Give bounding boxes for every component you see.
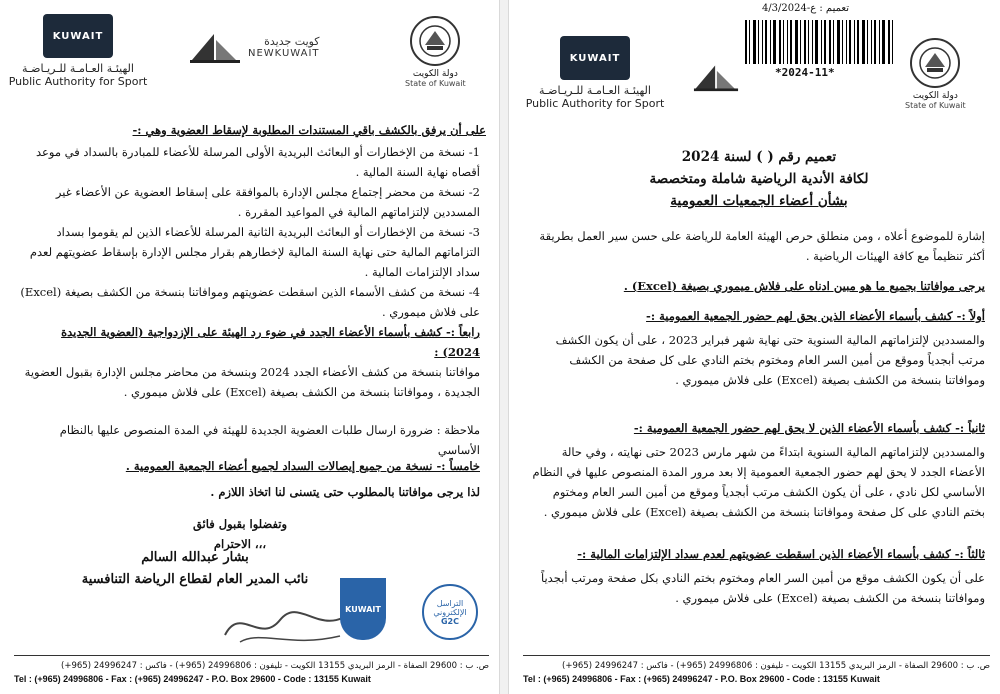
- section-one-heading: أولاً :- كشف بأسماء الأعضاء الذين يحق لهم حضور الجمعية العمومية :-: [646, 309, 985, 323]
- barcode-bar: [842, 20, 843, 64]
- intro-paragraph: إشارة للموضوع أعلاه ، ومن منطلق حرص الهيئة العامة للرياضة على حسن سير العمل بطريقة أكثر تنظيماً مع كافة الهيئات الرياضية .: [539, 229, 985, 263]
- barcode-bar: [815, 20, 818, 64]
- barcode-bar: [857, 20, 859, 64]
- section-three-heading: ثالثاً :- كشف بأسماء الأعضاء الذين اسقطت عضويتهم لعدم سداد الإلتزامات المالية :-: [577, 547, 985, 561]
- section-three-body: على أن يكون الكشف موقع من أمين السر العام ومختوم بختم النادي بكل صفحة ومرتب أبجدياً وموافاتنا بنسخة من الكشف بصيغة (Excel) على فلاش ميموري .: [540, 571, 985, 605]
- barcode-bar: [800, 20, 801, 64]
- barcode-bar: [821, 20, 822, 64]
- newkuwait-label-en: NEWKUWAIT: [248, 48, 320, 59]
- barcode-bar: [829, 20, 831, 64]
- barcode-bar: [804, 20, 806, 64]
- newkuwait-sail-icon: [188, 30, 242, 64]
- section-five-heading: خامساً :- نسخة من جميع إيصالات السداد لجميع أعضاء الجمعية العمومية .: [125, 459, 480, 473]
- footer-ar: ص. ب : 29600 الصفاة - الرمز البريدي 13155 الكويت - تليفون : 24996806 (965+) - فاكس : 24996247 (965+): [562, 661, 990, 671]
- barcode-bar: [758, 20, 759, 64]
- barcode-bar: [824, 20, 826, 64]
- barcode-bar: [888, 20, 890, 64]
- barcode-bar: [892, 20, 893, 64]
- attachment-item: 3- نسخة من الإخطارات أو البعائث البريدية الثانية المرسلة للأعضاء الذين لم يقوموا بسداد التزاماتهم المالية حتى نهاية السنة المالية لإخطارهم بقرار مجلس الإدارة بإسقاط عضويتهم لعدم سداد الإلتزامات المالية .: [29, 225, 480, 279]
- barcode-bar: [779, 20, 781, 64]
- shield-label: KUWAIT: [345, 604, 381, 614]
- kuwait-emblem-logo: [905, 38, 966, 110]
- org-name-en: Public Authority for Sport: [8, 75, 148, 88]
- signer-name: بشار عبدالله السالم: [141, 550, 249, 565]
- barcode-bar: [862, 20, 865, 64]
- signature-mark: [220, 600, 360, 655]
- left-footer: [14, 655, 489, 686]
- barcode-bar: [812, 20, 813, 64]
- barcode-bar: [795, 20, 798, 64]
- barcode-bar: [745, 20, 747, 64]
- right-footer: [523, 655, 990, 686]
- newkuwait-label-ar: كويت جديدة: [264, 35, 320, 48]
- page-gutter: [500, 0, 508, 694]
- request-flash-line: يرجى موافاتنا بجميع ما هو مبين ادناه على فلاش ميموري بصيغة (Excel) .: [623, 279, 985, 293]
- state-name-ar: دولة الكويت: [412, 69, 458, 79]
- footer-en: Tel : (+965) 24996806 - Fax : (+965) 24996247 - P.O. Box 29600 - Code : 13155 Kuwait: [523, 674, 880, 684]
- barcode-bar: [837, 20, 840, 64]
- section-two-body: والمسددين لإلتزاماتهم المالية السنوية ابتداءً من شهر مارس 2023 حتى نهايته ، وفي حالة الأعضاء الجدد لا يحق لهم حضور الجمعية العمومية إلا بعد مرور المدة المنصوص عليها في النظام الأساسي لكل نادي ، على أن يكون الكشف مرتب أبجدياً وموقع من أمين السر العام ومختوم بختم النادي على كل صفحة وموافاتنا بنسخة من الكشف بصيغة (Excel) على فلاش ميموري .: [532, 445, 985, 519]
- attachments-intro: على أن يرفق بالكشف باقي المستندات المطلوبة لإسقاط العضوية وهي :-: [132, 123, 486, 137]
- section-four-heading: رابعاً :- كشف بأسماء الأعضاء الجدد في ضوء رد الهيئة على الإزدواجية (العضوية الجديدة 2024) :: [61, 325, 480, 359]
- sport-authority-icon: KUWAIT: [43, 14, 113, 58]
- stamp-g2c-text: G2C: [440, 616, 459, 626]
- section-four-note: ملاحظة : ضرورة ارسال طلبات العضوية الجديدة للهيئة في المدة المنصوص عليها بالنظام الأساسي: [59, 423, 480, 457]
- circular-title-line3: بشأن أعضاء الجمعيات العمومية: [670, 193, 848, 209]
- barcode-bar: [808, 20, 809, 64]
- footer-en: Tel : (+965) 24996806 - Fax : (+965) 24996247 - P.O. Box 29600 - Code : 13155 Kuwait: [14, 674, 371, 684]
- barcode-bar: [787, 20, 788, 64]
- section-four-body: موافاتنا بنسخة من كشف الأعضاء الجدد 2024 وبنسخة من محاضر مجلس الإدارة بقبول العضوية الجديدة ، وموافاتنا بنسخة من الكشف بصيغة (Excel) على فلاش ميموري .: [24, 365, 480, 399]
- section-one-body: والمسددين لإلتزاماتهم المالية السنوية حتى نهاية شهر فبراير 2023 ، على أن يكون الكشف مرتب أبجدياً وموقع من أمين السر العام ومختوم بختم النادي على كل صفحة من الكشف وموافاتنا بنسخة من الكشف بصيغة (Excel) على فلاش ميموري .: [555, 333, 985, 387]
- barcode-bar: [762, 20, 763, 64]
- signer-title: نائب المدير العام لقطاع الرياضة التنافسية: [81, 572, 309, 587]
- org-name-en: Public Authority for Sport: [525, 97, 665, 110]
- attachment-item: 4- نسخة من كشف الأسماء الذين اسقطت عضويتهم وموافاتنا بنسخة من الكشف بصيغة (Excel) على فلاش ميموري .: [20, 285, 480, 319]
- barcode-bar: [874, 20, 876, 64]
- request-line: لذا يرجى موافاتنا بالمطلوب حتى يتسنى لنا اتخاذ اللازم .: [210, 485, 480, 499]
- barcode-bar: [849, 20, 851, 64]
- section-two-heading: ثانياً :- كشف بأسماء الأعضاء الذين لا يحق لهم حضور الجمعية العمومية :-: [633, 421, 985, 435]
- state-emblem-icon: [410, 16, 460, 66]
- barcode-bar: [765, 20, 767, 64]
- barcode-bar: [879, 20, 880, 64]
- newkuwait-sail-icon: [691, 62, 741, 96]
- barcode-bar: [753, 20, 756, 64]
- barcode-number: *2024-11*: [775, 66, 835, 79]
- barcode-bar: [833, 20, 834, 64]
- org-name-ar: الهيئـة العـامـة للـريـاضـة: [22, 62, 134, 75]
- sport-authority-icon: KUWAIT: [560, 36, 630, 80]
- sport-shield-stamp: [340, 578, 386, 640]
- sport-authority-logo: [525, 36, 665, 110]
- circular-title-line1: تعميم رقم ( ) لسنة 2024: [681, 149, 837, 165]
- barcode-bar: [790, 20, 792, 64]
- kuwait-emblem-logo: [405, 16, 466, 88]
- barcode-bar: [871, 20, 872, 64]
- circular-title-line2: لكافة الأندية الرياضية شاملة ومتخصصة: [649, 171, 869, 187]
- barcode-bar: [854, 20, 855, 64]
- state-emblem-icon: [910, 38, 960, 88]
- org-name-ar: الهيئـة العـامـة للـريـاضـة: [539, 84, 651, 97]
- barcode-bar: [846, 20, 847, 64]
- barcode-bar: [773, 20, 776, 64]
- footer-ar: ص. ب : 29600 الصفاة - الرمز البريدي 13155 الكويت - تليفون : 24996806 (965+) - فاكس : 24996247 (965+): [61, 661, 489, 671]
- stamp-ar-text: التراسل الإلكتروني: [433, 598, 467, 617]
- barcode: [745, 20, 895, 64]
- barcode-bar: [749, 20, 750, 64]
- state-name-en: State of Kuwait: [905, 101, 966, 110]
- barcode-bar: [783, 20, 784, 64]
- attachments-list: [20, 142, 480, 322]
- g2c-stamp: [422, 584, 478, 640]
- circular-stamp: تعميم : ع-4/3/2024: [761, 3, 849, 14]
- sport-authority-logo: [8, 14, 148, 88]
- newkuwait-logo: [188, 30, 320, 64]
- barcode-bar: [770, 20, 771, 64]
- attachment-item: 1- نسخة من الإخطارات أو البعائث البريدية الأولى المرسلة للأعضاء للمبادرة بالسداد في موعد أقصاه نهاية السنة المالية .: [36, 145, 480, 179]
- state-name-ar: دولة الكويت: [912, 91, 958, 101]
- right-page: [508, 0, 1000, 694]
- attachment-item: 2- نسخة من محضر إجتماع مجلس الإدارة بالموافقة على إسقاط العضوية عن الأعضاء غير المسددين لإلتزاماتهم المالية في المواعيد المقررة .: [55, 185, 480, 219]
- barcode-bar: [867, 20, 868, 64]
- barcode-bar: [882, 20, 885, 64]
- state-name-en: State of Kuwait: [405, 79, 466, 88]
- closing-line: وتفضلوا بقبول فائق الاحترام ،،،: [192, 517, 288, 551]
